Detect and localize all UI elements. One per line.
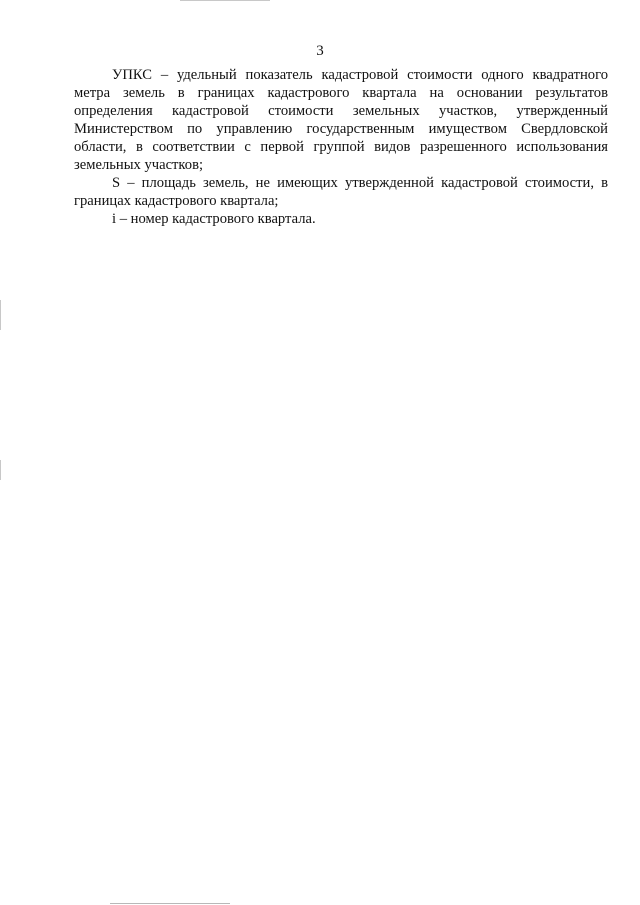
scan-edge-mark [0,460,1,480]
scan-edge-mark [0,300,1,330]
scan-edge-mark [110,903,230,904]
page-number: 3 [316,43,324,59]
scan-edge-mark [180,0,270,1]
document-body [74,66,608,228]
paragraph-upks-definition: УПКС – удельный показатель кадастровой стоимости одного квадратного метра земель в границах кадастрового квартала на основании результатов определения кадастровой стоимости земельных участков, утвержденный Министерством по управлению государственным имуществом Свердловской области, в соответствии с первой группой видов разрешенного использования земельных участков; [74,67,608,173]
paragraph-i-definition: i – номер кадастрового квартала. [112,211,316,227]
paragraph-s-definition: S – площадь земель, не имеющих утвержденной кадастровой стоимости, в границах кадастрового квартала; [74,175,608,209]
